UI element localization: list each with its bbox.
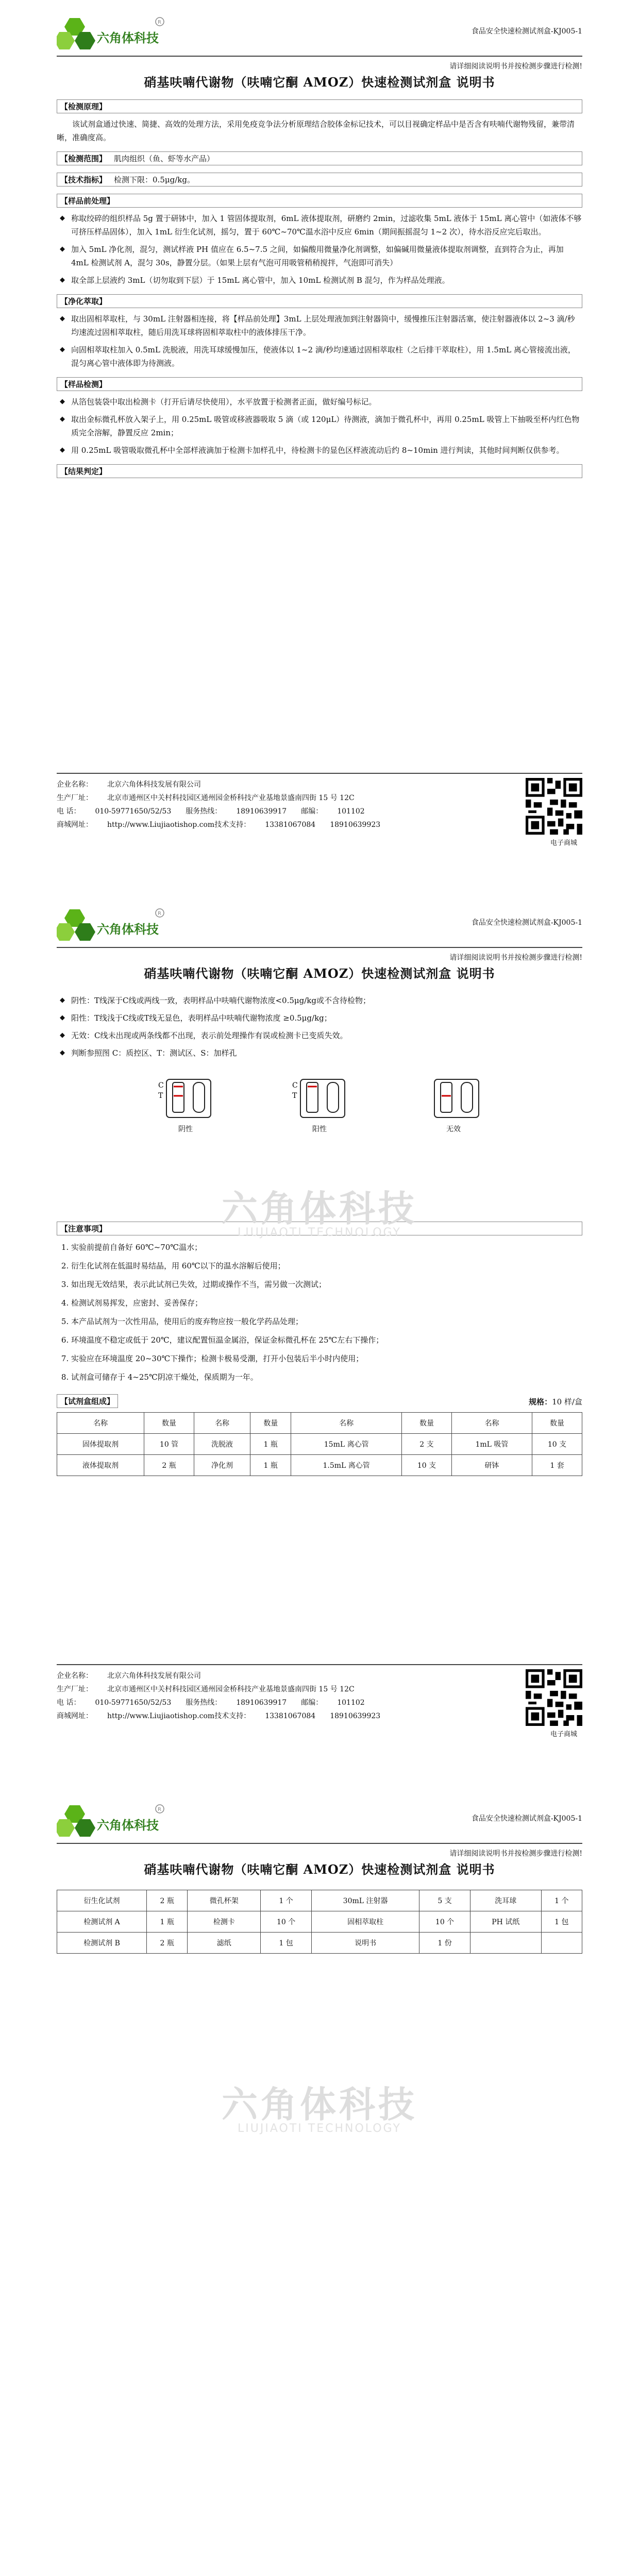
section-detect-head: 【样品检测】: [57, 377, 582, 391]
section-principle-head: 【检测原理】: [57, 99, 582, 113]
svg-text:六角体科技: 六角体科技: [97, 1818, 159, 1833]
watermark-sub: LIUJIAOTI TECHNOLOGY: [238, 1226, 401, 1239]
tech-text: 检测下限：0.5μg/kg。: [114, 175, 195, 184]
company-name: 北京六角体科技发展有限公司: [107, 1672, 201, 1680]
support-phone: 13381067084: [265, 1712, 316, 1720]
note-1: 1. 实验前提前自备好 60℃~70℃温水；: [71, 1241, 582, 1254]
kit-table-2: [57, 1890, 582, 1954]
doc-code: 食品安全快速检测试剂盒-KJ005-1: [471, 919, 582, 927]
page-header: [57, 0, 582, 71]
note-6: 6. 环境温度不稳定或低于 20℃，建议配置恒温金属浴，保证金标微孔杯在 25℃左右下操作；: [71, 1333, 582, 1347]
section-purify-head: 【净化萃取】: [57, 294, 582, 308]
section-tech-head: 【技术指标】 检测下限：0.5μg/kg。: [57, 173, 582, 187]
company-logo: [57, 907, 165, 943]
table-row: 固体提取剂 10 管 洗脱液 1 瓶 15mL 离心管 2 支 1mL 吸管 10 支: [57, 1434, 582, 1455]
note-7: 7. 实验应在环境温度 20~30℃下操作；检测卡极易受潮，打开小包装后半小时内使用；: [71, 1352, 582, 1365]
svg-text:R: R: [158, 1807, 161, 1812]
scope-text: 肌肉组织（鱼、虾等水产品）: [114, 154, 215, 163]
svg-text:R: R: [158, 20, 161, 25]
spec-value: 10 样/盒: [552, 1397, 582, 1406]
note-2: 2. 衍生化试剂在低温时易结晶，用 60℃以下的温水溶解后使用；: [71, 1259, 582, 1273]
company-logo: [57, 1803, 165, 1839]
strip-positive: [291, 1075, 348, 1134]
table-row: 衍生化试剂 2 瓶 微孔杯架 1 个 30mL 注射器 5 支 洗耳球 1 个: [57, 1890, 582, 1911]
section-kit-head: 【试剂盒组成】: [57, 1394, 118, 1408]
strip-t-label: T: [158, 1092, 163, 1100]
support-phone-2: 18910639923: [330, 1712, 381, 1720]
note-8: 8. 试剂盒可储存于 4~25℃阴凉干燥处，保质期为一年。: [71, 1370, 582, 1384]
company-footer: 企业名称： 北京六角体科技发展有限公司 生产厂址： 北京市通州区中关村科技园区通州园金桥科技产业基地景盛南四街 15 号 12C 电 话： 010-59771650/52/53 服务热线： 18910639917 邮编： 101102 商城网址： http://www.Liujiaotishop.com技术支持： 13381067084 18910639923 电子商城: [57, 1664, 582, 1723]
watermark-sub: LIUJIAOTI TECHNOLOGY: [238, 2122, 401, 2135]
notice-text: 请详细阅读说明书并按检测步骤进行检测!: [449, 954, 582, 962]
svg-text:六角体科技: 六角体科技: [97, 31, 159, 45]
section-scope-head: 【检测范围】 肌肉组织（鱼、虾等水产品）: [57, 151, 582, 165]
qr-code[interactable]: [526, 778, 582, 835]
detect-item-2: ◆ 取出金标微孔杯放入架子上，用 0.25mL 吸管或移液器吸取 5 滴（或 120μL）待测液，滴加于微孔杯中，再用 0.25mL 吸管上下抽吸至杯内红色物质完全溶解，静置反应 2min；: [71, 413, 582, 439]
result-invalid: ◆ 无效：C线未出现或两条线都不出现，表示前处理操作有误或检测卡已变质失效。: [71, 1029, 582, 1042]
purify-item-1: ◆ 取出固相萃取柱，与 30mL 注射器相连接，将【样品前处理】3mL 上层处理液加到注射器筒中，缓慢推压注射器活塞，使注射器液体以 2~3 滴/秒均速流过固相萃取柱，随后用洗耳球将固相萃取柱中的液体排压干净。: [71, 312, 582, 339]
principle-text: 该试剂盒通过快速、简捷、高效的处理方法，采用免疫竞争法分析原理结合胶体金标记技术，可以目视确定样品中是否含有呋喃代谢物残留，兼带清晰，准确度高。: [57, 120, 575, 142]
result-positive: ◆ 阳性：T线浅于C线或T线无显色，表明样品中呋喃代谢物浓度 ≥0.5μg/kg；: [71, 1011, 582, 1025]
spec: 规格：10 样/盒: [529, 1397, 582, 1406]
prep-item-2: ◆ 加入 5mL 净化剂，混匀，测试样液 PH 值应在 6.5~7.5 之间，如偏酸用微量净化剂调整，如偏碱用微量液体提取剂调整，直到符合为止，再加 4mL 检测试剂 A，混匀 30s，静置分层。（如果上层有气泡可用吸管稍稍搅拌，气泡即可消失）: [71, 243, 582, 269]
note-5: 5. 本产品试剂为一次性用品，使用后的废弃物应按一般化学药品处理；: [71, 1315, 582, 1328]
strip-invalid-drawing: [425, 1075, 482, 1122]
service-hotline: 18910639917: [236, 807, 287, 816]
note-4: 4. 检测试剂易挥发，应密封、妥善保存；: [71, 1296, 582, 1310]
support-phone-2: 18910639923: [330, 821, 381, 829]
detect-item-1: ◆ 从箔包装袋中取出检测卡（打开后请尽快使用），水平放置于检测者正面，做好编号标记。: [71, 395, 582, 409]
company-name: 北京六角体科技发展有限公司: [107, 781, 201, 789]
strip-c-label: C: [158, 1081, 164, 1090]
result-diagram: [57, 1075, 582, 1134]
page-2: [0, 891, 639, 1752]
label-negative: 阴性: [178, 1125, 193, 1133]
support-phone: 13381067084: [265, 821, 316, 829]
notice-text: 请详细阅读说明书并按检测步骤进行检测!: [449, 1850, 582, 1858]
note-3: 3. 如出现无效结果，表示此试剂已失效，过期或操作不当，需另做一次测试；: [71, 1278, 582, 1291]
strip-positive-drawing: [291, 1075, 348, 1122]
shop-link[interactable]: http://www.Liujiaotishop.com: [107, 821, 215, 829]
company-tel: 010-59771650/52/53: [95, 1699, 172, 1707]
page-title: 硝基呋喃代谢物（呋喃它酮 AMOZ）快速检测试剂盒 说明书: [144, 1862, 495, 1877]
strip-c-label: C: [292, 1081, 298, 1090]
company-address: 北京市通州区中关村科技园区通州园金桥科技产业基地景盛南四街 15 号 12C: [107, 794, 355, 802]
strip-negative-drawing: [157, 1075, 214, 1122]
section-result-head: 【结果判定】: [57, 464, 582, 478]
prep-item-3: ◆ 取全部上层液约 3mL（切勿取到下层）于 15mL 离心管中，加入 10mL 检测试剂 B 混匀，作为样品处理液。: [71, 274, 582, 287]
watermark: 六角体科技: [222, 1188, 417, 1230]
label-positive: 阳性: [312, 1125, 327, 1133]
postcode: 101102: [337, 1699, 365, 1707]
svg-text:六角体科技: 六角体科技: [97, 922, 159, 937]
doc-code: 食品安全快速检测试剂盒-KJ005-1: [471, 1815, 582, 1823]
page-title: 硝基呋喃代谢物（呋喃它酮 AMOZ）快速检测试剂盒 说明书: [144, 75, 495, 90]
page-header: [57, 891, 582, 962]
result-reference: ◆ 判断参照图 C：质控区、T：测试区、S：加样孔: [71, 1046, 582, 1060]
table-row: 检测试剂 A 1 瓶 检测卡 10 个 固相萃取柱 10 个 PH 试纸 1 包: [57, 1911, 582, 1933]
qr-label: 电子商城: [550, 839, 577, 847]
company-logo: [57, 15, 165, 52]
prep-item-1: ◆ 称取绞碎的组织样品 5g 置于研钵中，加入 1 管固体提取剂，6mL 液体提取剂，研磨约 2min，过滤收集 5mL 液体于 15mL 离心管中（如液体不够可挤压样品固体），加入 1mL 衍生化试剂，摇匀，置于 60℃~70℃温水浴中反应 6min（期间振摇混匀 1~2 次），待水浴反应完后取出。: [71, 212, 582, 239]
qr-label: 电子商城: [550, 1731, 577, 1738]
shop-link[interactable]: http://www.Liujiaotishop.com: [107, 1712, 215, 1720]
strip-t-label: T: [292, 1092, 297, 1100]
qr-code[interactable]: [526, 1669, 582, 1726]
section-prep-head: 【样品前处理】: [57, 194, 582, 208]
page-3: [0, 1787, 639, 2576]
company-tel: 010-59771650/52/53: [95, 807, 172, 816]
strip-negative: [157, 1075, 214, 1134]
company-footer: 企业名称： 北京六角体科技发展有限公司 生产厂址： 北京市通州区中关村科技园区通州园金桥科技产业基地景盛南四街 15 号 12C 电 话： 010-59771650/52/53 服务热线： 18910639917 邮编： 101102 商城网址： http://www.Liujiaotishop.com技术支持： 13381067084 18910639923 电子商城: [57, 773, 582, 832]
table-row: 液体提取剂 2 瓶 净化剂 1 瓶 1.5mL 离心管 10 支 研钵 1 套: [57, 1455, 582, 1476]
table-row: 检测试剂 B 2 瓶 滤纸 1 包 说明书 1 份: [57, 1933, 582, 1954]
postcode: 101102: [337, 807, 365, 816]
strip-invalid: [425, 1075, 482, 1134]
svg-text:R: R: [158, 911, 161, 917]
label-invalid: 无效: [446, 1125, 461, 1133]
page-1: [0, 0, 639, 850]
company-address: 北京市通州区中关村科技园区通州园金桥科技产业基地景盛南四街 15 号 12C: [107, 1685, 355, 1693]
service-hotline: 18910639917: [236, 1699, 287, 1707]
doc-code: 食品安全快速检测试剂盒-KJ005-1: [471, 27, 582, 36]
watermark: 六角体科技: [222, 2083, 417, 2126]
section-notes-head: 【注意事项】: [57, 1222, 582, 1235]
notice-text: 请详细阅读说明书并按检测步骤进行检测!: [449, 62, 582, 71]
page-header: [57, 1787, 582, 1858]
result-negative: ◆ 阴性：T线深于C线或两线一致，表明样品中呋喃代谢物浓度<0.5μg/kg或不含待检物；: [71, 994, 582, 1007]
kit-table-1: 名称 数量 名称 数量 名称 数量 名称 数量 固体提取剂 10 管 洗脱液 1 瓶 15mL 离心管 2 支 1mL 吸管 10 支 液体提取剂 2 瓶 净化剂 1 瓶 1.5mL 离心管 10 支 研钵 1 套: [57, 1412, 582, 1476]
purify-item-2: ◆ 向固相萃取柱加入 0.5mL 洗脱液，用洗耳球缓慢加压，使液体以 1~2 滴/秒均速通过固相萃取柱（之后排干萃取柱），用 1.5mL 离心管接流出液，混匀离心管中液体即为待测液。: [71, 343, 582, 370]
detect-item-3: ◆ 用 0.25mL 吸管吸取微孔杯中全部样液滴加于检测卡加样孔中，待检测卡的显色区样液流动后约 8~10min 进行判读，其他时间判断仅供参考。: [71, 444, 582, 457]
page-title: 硝基呋喃代谢物（呋喃它酮 AMOZ）快速检测试剂盒 说明书: [144, 966, 495, 981]
